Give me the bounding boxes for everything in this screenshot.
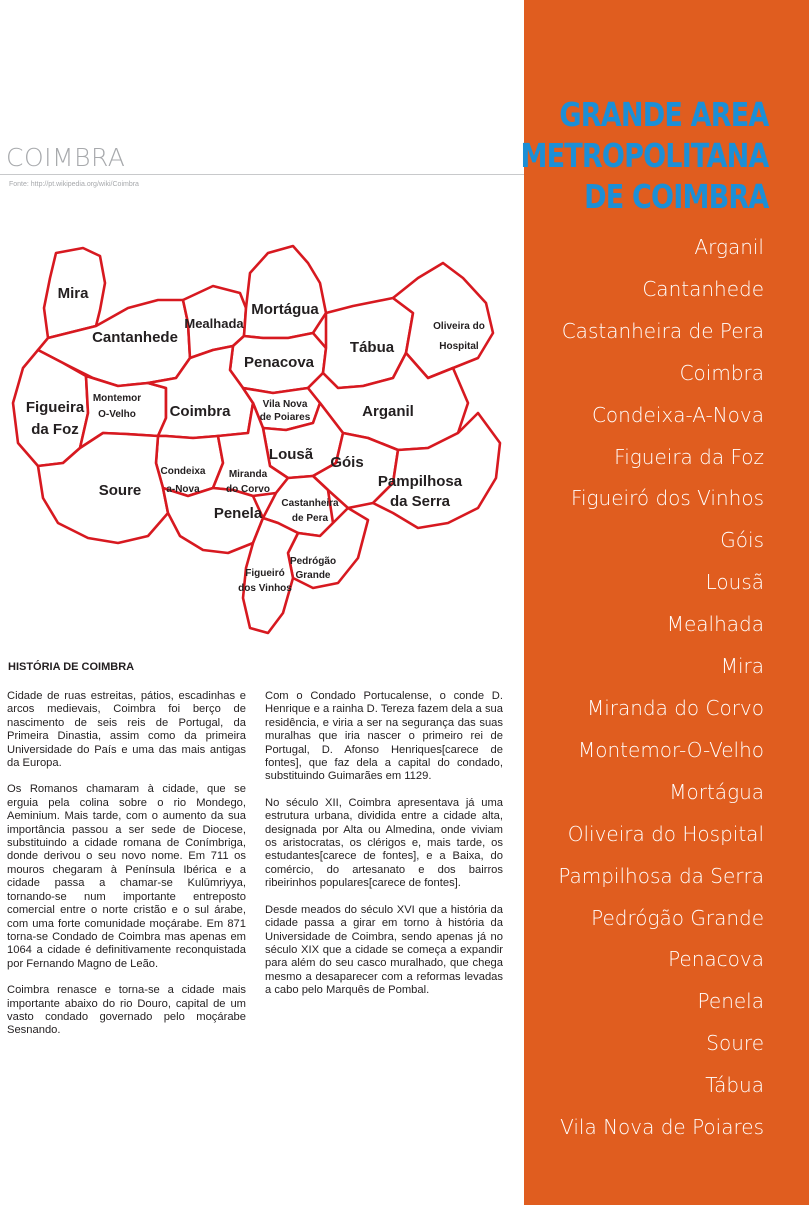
map-label-pedrogao-1: Pedrógão: [289, 556, 337, 567]
map-label-castanheira-2: de Pera: [291, 513, 329, 524]
map-label-miranda-1: Miranda: [228, 469, 268, 480]
history-paragraph: No século XII, Coimbra apresentava já uma estrutura urbana, dividida entre a cidade alta, designada por Alta ou Almedina, onde viviam os aristocratas, os clérigos e, mais tarde, os estudantes[carece de fontes], e a Baixa, do comércio, do artesanato e dos bairros ribeirinhos populares[carece de fontes].: [265, 796, 503, 890]
map-label-condeixa-1: Condeixa: [160, 466, 206, 477]
history-paragraph: Com o Condado Portucalense, o conde D. Henrique e a rainha D. Tereza fazem dela a sua residência, e viria a ser na segurança das suas muralhas que iria nascer o primeiro rei de Portugal, D. Afonso Henriques[carece de fontes], que faz dela a capital do condado, substituindo Guimarães em 1129.: [265, 690, 503, 783]
map-label-castanheira-1: Castanheira: [281, 498, 339, 509]
municipality-item: Condeixa-A-Nova: [591, 402, 764, 427]
sidebar-title: [521, 94, 769, 217]
municipality-item: Arganil: [694, 235, 764, 259]
map-label-lousa: Lousã: [268, 446, 314, 463]
municipality-item: Figueira da Foz: [614, 444, 764, 469]
history-column-left: [7, 690, 246, 1051]
map-label-montemor-1: Montemor: [92, 393, 142, 404]
map-label-pedrogao-2: Grande: [295, 570, 331, 581]
municipality-item: Penela: [697, 989, 764, 1014]
municipality-item: Pampilhosa da Serra: [558, 863, 764, 888]
map-label-poiares-2: de Poiares: [259, 412, 311, 423]
municipality-sidebar: [520, 0, 809, 1205]
map-label-figueira-2: da Foz: [31, 421, 79, 438]
municipality-item: Mira: [720, 654, 764, 679]
municipality-item: Mealhada: [666, 612, 764, 637]
map-label-coimbra: Coimbra: [169, 403, 231, 420]
title-divider: [0, 174, 524, 175]
municipality-item: Lousã: [705, 570, 764, 595]
map-label-montemor-2: O-Velho: [98, 409, 136, 420]
map-label-tabua: Tábua: [349, 339, 395, 356]
map-label-oliveira-2: Hospital: [439, 341, 479, 352]
municipality-item: Figueiró dos Vinhos: [570, 486, 764, 511]
history-heading: HISTÓRIA DE COIMBRA: [8, 661, 135, 673]
map-label-mortagua: Mortágua: [251, 301, 319, 318]
municipality-item: Tábua: [705, 1073, 764, 1098]
history-paragraph: Os Romanos chamaram à cidade, que se erguia pela colina sobre o rio Mondego, Aeminium. Mais tarde, com o aumento da sua importância passou a ser sede de Diocese, substituindo a cidade romana de Conímbriga, donde derivou o seu novo nome. Em 711 os mouros chegaram à Península Ibérica e a cidade passa a chamar-se Kulūmriyya, tornando-se num importante entreposto comercial entre o norte cristão e o sul árabe, com uma forte comunidade moçárabe. Em 871 torna-se Condado de Coimbra mas apenas em 1064 a cidade é definitivamente reconquistada por Fernando Magno de Leão.: [7, 783, 246, 970]
map-label-mira: Mira: [57, 285, 89, 302]
municipality-item: Mortágua: [669, 779, 764, 804]
map-label-mealhada: Mealhada: [184, 316, 244, 331]
source-link[interactable]: Fonte: http://pt.wikipedia.org/wiki/Coimbra: [9, 181, 139, 188]
municipality-item: Miranda do Corvo: [586, 695, 764, 720]
map-label-pampilhosa-1: Pampilhosa: [377, 473, 463, 490]
map-label-penacova: Penacova: [243, 354, 315, 371]
district-map-svg: [8, 238, 508, 648]
municipality-item: Penacova: [668, 947, 764, 972]
history-column-right: [265, 690, 503, 1011]
map-label-pampilhosa-2: da Serra: [389, 493, 451, 510]
map-label-figueiro-2: dos Vinhos: [238, 583, 292, 594]
municipality-item: Soure: [706, 1031, 764, 1056]
map-label-figueira-1: Figueira: [25, 399, 85, 416]
sidebar-title-line: GRANDE AREA: [559, 95, 769, 134]
municipality-item: Pedrógão Grande: [591, 905, 764, 930]
map-label-arganil: Arganil: [362, 403, 414, 420]
map-label-poiares-1: Vila Nova: [262, 399, 308, 410]
map-label-miranda-2: do Corvo: [226, 484, 270, 495]
map-label-penela: Penela: [213, 505, 263, 522]
history-paragraph: Coimbra renasce e torna-se a cidade mais importante abaixo do rio Douro, capital de um vasto condado governado pelo moçárabe Sesnando.: [7, 984, 246, 1037]
map-label-soure: Soure: [98, 482, 142, 499]
municipality-item: Cantanhede: [642, 276, 764, 301]
map-label-cantanhede: Cantanhede: [92, 329, 178, 346]
municipality-item: Castanheira de Pera: [561, 318, 764, 343]
municipality-list: [558, 227, 764, 1149]
municipality-item: Montemor-O-Velho: [578, 737, 764, 762]
municipality-item: Coimbra: [679, 360, 764, 385]
map-label-gois: Góis: [330, 454, 364, 471]
district-map: [8, 238, 508, 648]
municipality-item: Vila Nova de Poiares: [560, 1115, 764, 1140]
history-paragraph: Cidade de ruas estreitas, pátios, escadinhas e arcos medievais, Coimbra foi berço de nascimento de seis reis de Portugal, da Primeira Dinastia, assim como da primeira Universidade do País e uma das mais antigas da Europa.: [7, 690, 246, 770]
map-label-figueiro-1: Figueiró: [245, 568, 285, 579]
municipality-item: Oliveira do Hospital: [567, 821, 764, 846]
map-label-condeixa-2: a-Nova: [166, 484, 200, 495]
map-region-mortagua: [244, 246, 326, 338]
page-title: COIMBRA: [6, 143, 126, 172]
municipality-item: Góis: [720, 528, 764, 553]
sidebar-title-line: METROPOLITANA: [520, 136, 769, 175]
sidebar-title-line: DE COIMBRA: [584, 177, 769, 216]
map-label-oliveira-1: Oliveira do: [433, 321, 485, 332]
history-paragraph: Desde meados do século XVI que a história da cidade passa a girar em torno à história da Universidade de Coimbra, sendo apenas já no século XIX que a cidade se começa a expandir para além do seu casco muralhado, que chega mesmo a desaparecer com a reformas levadas a cabo pelo Marquês de Pombal.: [265, 903, 503, 997]
